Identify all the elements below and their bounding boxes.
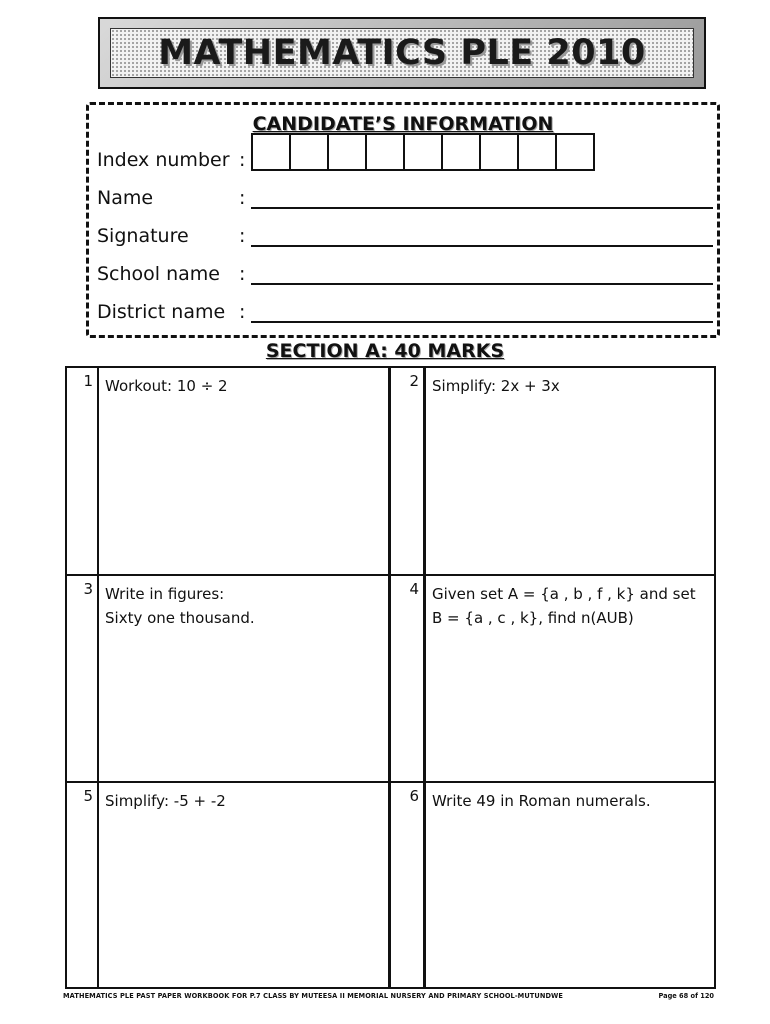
name-label: Name — [97, 187, 154, 209]
question-text: Sixty one thousand. — [105, 609, 255, 627]
question-text: Simplify: 2x + 3x — [432, 377, 560, 395]
school-name-field[interactable] — [251, 261, 713, 285]
name-row — [97, 179, 713, 209]
index-digit-box[interactable] — [367, 135, 405, 169]
question-cell[interactable] — [425, 576, 714, 781]
page-title: MATHEMATICS PLE 2010 — [158, 33, 646, 73]
question-text: B = {a , c , k}, find n(AUB) — [432, 609, 634, 627]
question-row — [67, 783, 714, 987]
footer-credit: MATHEMATICS PLE PAST PAPER WORKBOOK FOR P.7 CLASS BY MUTEESA II MEMORIAL NURSERY AND PRIMARY SCHOOL-MUTUNDWE — [63, 992, 564, 1000]
title-banner-inner — [110, 28, 694, 78]
district-name-colon: : — [239, 301, 246, 323]
index-digit-box[interactable] — [291, 135, 329, 169]
question-number: 6 — [389, 783, 425, 987]
question-number: 4 — [389, 576, 425, 781]
index-digit-box[interactable] — [481, 135, 519, 169]
question-text: Write in figures: — [105, 585, 225, 603]
index-digit-box[interactable] — [329, 135, 367, 169]
question-row — [67, 368, 714, 576]
name-colon: : — [239, 187, 246, 209]
district-name-label: District name — [97, 301, 226, 323]
signature-colon: : — [239, 225, 246, 247]
school-name-row — [97, 255, 713, 285]
section-a-heading: SECTION A: 40 MARKS — [265, 340, 505, 362]
title-banner — [98, 17, 706, 89]
signature-field[interactable] — [251, 223, 713, 247]
question-text: Workout: 10 ÷ 2 — [105, 377, 228, 395]
question-text: Given set A = {a , b , f , k} and set — [432, 585, 696, 603]
district-name-field[interactable] — [251, 299, 713, 323]
question-number: 2 — [389, 368, 425, 574]
question-cell[interactable] — [425, 783, 714, 987]
question-row — [67, 576, 714, 783]
question-cell[interactable] — [425, 368, 714, 574]
school-name-label: School name — [97, 263, 220, 285]
index-number-colon: : — [239, 149, 246, 171]
signature-row — [97, 217, 713, 247]
question-number: 1 — [67, 368, 99, 574]
question-grid — [65, 366, 716, 989]
candidate-info-heading: CANDIDATE’S INFORMATION — [252, 113, 554, 135]
question-cell[interactable] — [99, 783, 389, 987]
index-digit-box[interactable] — [405, 135, 443, 169]
index-digit-box[interactable] — [519, 135, 557, 169]
question-cell[interactable] — [99, 368, 389, 574]
question-cell[interactable] — [99, 576, 389, 781]
index-number-boxes[interactable] — [251, 133, 595, 171]
question-text: Simplify: -5 + -2 — [105, 792, 226, 810]
index-digit-box[interactable] — [557, 135, 593, 169]
candidate-info-box — [86, 102, 720, 338]
index-digit-box[interactable] — [253, 135, 291, 169]
index-number-label: Index number — [97, 149, 230, 171]
question-number: 5 — [67, 783, 99, 987]
index-digit-box[interactable] — [443, 135, 481, 169]
index-number-row — [97, 141, 595, 171]
page-number: Page 68 of 120 — [658, 992, 714, 1000]
signature-label: Signature — [97, 225, 189, 247]
name-field[interactable] — [251, 185, 713, 209]
question-number: 3 — [67, 576, 99, 781]
question-text: Write 49 in Roman numerals. — [432, 792, 651, 810]
district-name-row — [97, 293, 713, 323]
school-name-colon: : — [239, 263, 246, 285]
